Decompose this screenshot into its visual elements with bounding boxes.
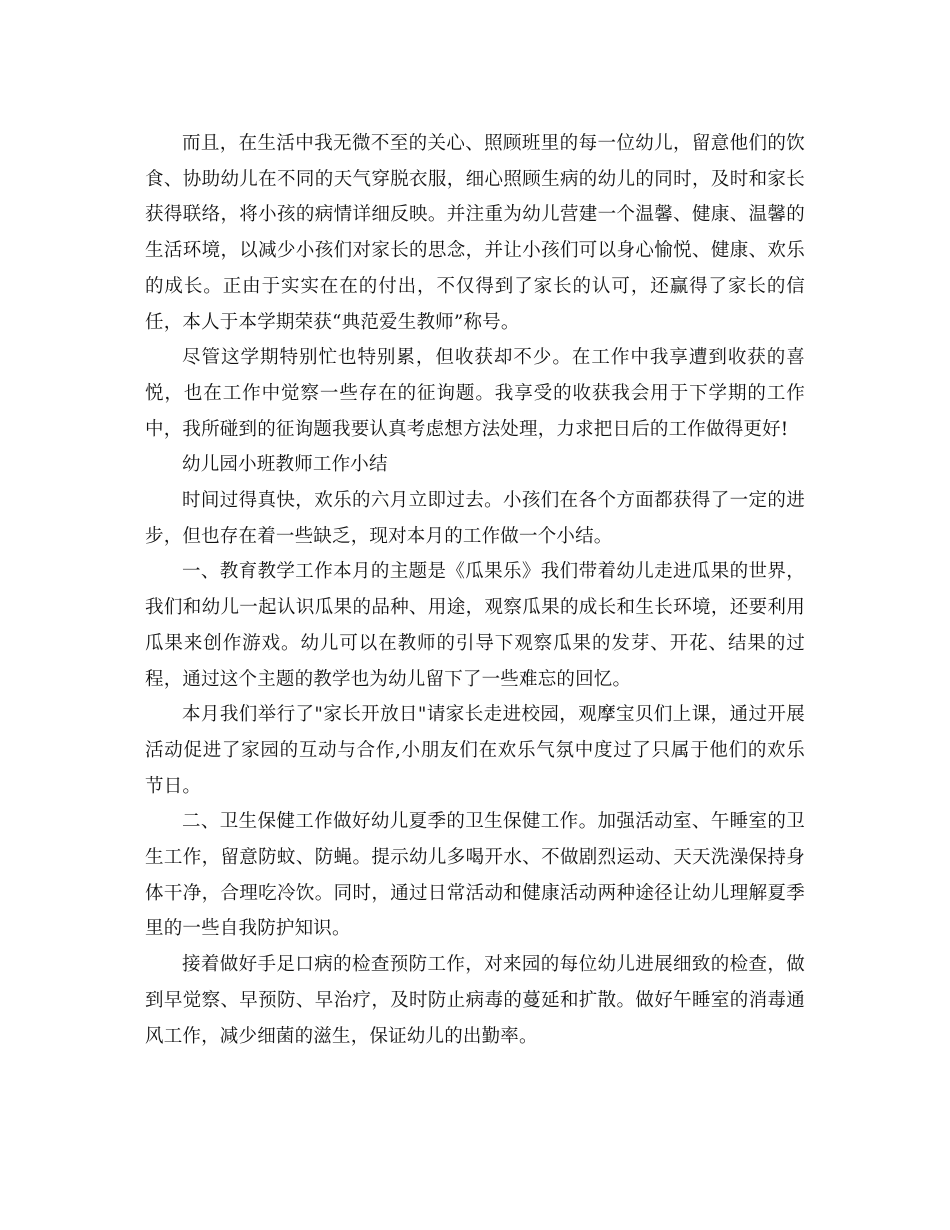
paragraph-health: 二、卫生保健工作做好幼儿夏季的卫生保健工作。加强活动室、午睡室的卫生工作，留意防蚊、防蝇。提示幼儿多喝开水、不做剧烈运动、天天洗澡保持身体干净，合理吃冷饮。同时，通过日常活动和健康活动两种途径让幼儿理解夏季里的一些自我防护知识。 bbox=[145, 811, 805, 940]
paragraph-harvest: 尽管这学期特别忙也特别累，但收获却不少。在工作中我享遭到收获的喜悦，也在工作中觉察一些存在的征询题。我享受的收获我会用于下学期的工作中，我所碰到的征询题我要认真考虑想方法处理，力求把日后的工作做得更好! bbox=[145, 347, 805, 440]
paragraph-prevention: 接着做好手足口病的检查预防工作，对来园的每位幼儿进展细致的检查，做到早觉察、早预防、早治疗，及时防止病毒的蔓延和扩散。做好午睡室的消毒通风工作，减少细菌的滋生，保证幼儿的出勤率。 bbox=[145, 954, 805, 1047]
paragraph-care: 而且，在生活中我无微不至的关心、照顾班里的每一位幼儿，留意他们的饮食、协助幼儿在不同的天气穿脱衣服，细心照顾生病的幼儿的同时，及时和家长获得联络，将小孩的病情详细反映。并注重为幼儿营建一个温馨、健康、温馨的生活环境，以减少小孩们对家长的思念，并让小孩们可以身心愉悦、健康、欢乐的成长。正由于实实在在的付出，不仅得到了家长的认可，还赢得了家长的信任，本人于本学期荣获“典范爱生教师”称号。 bbox=[145, 133, 805, 333]
paragraph-teaching: 一、教育教学工作本月的主题是《瓜果乐》我们带着幼儿走进瓜果的世界，我们和幼儿一起认识瓜果的品种、用途，观察瓜果的成长和生长环境，还要利用瓜果来创作游戏。幼儿可以在教师的引导下观察瓜果的发芽、开花、结果的过程，通过这个主题的教学也为幼儿留下了一些难忘的回忆。 bbox=[145, 561, 805, 690]
document-body bbox=[145, 126, 805, 1054]
section-title: 幼儿园小班教师工作小结 bbox=[182, 454, 388, 476]
paragraph-intro: 时间过得真快，欢乐的六月立即过去。小孩们在各个方面都获得了一定的进步，但也存在着一些缺乏，现对本月的工作做一个小结。 bbox=[145, 490, 805, 547]
paragraph-open-day: 本月我们举行了"家长开放日"请家长走进校园，观摩宝贝们上课，通过开展活动促进了家园的互动与合作,小朋友们在欢乐气氛中度过了只属于他们的欢乐节日。 bbox=[145, 704, 805, 797]
